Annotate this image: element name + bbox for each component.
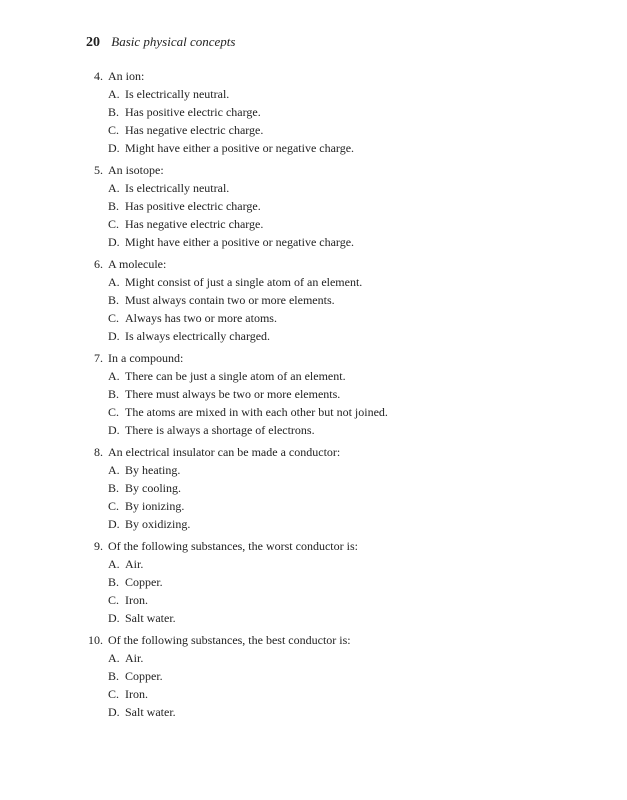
option-d bbox=[0, 327, 627, 345]
option-text: Is electrically neutral. bbox=[125, 181, 230, 195]
option-d bbox=[0, 515, 627, 533]
question-stem bbox=[0, 631, 627, 649]
option-a bbox=[0, 461, 627, 479]
option-text: Might have either a positive or negative charge. bbox=[125, 141, 355, 155]
option-b bbox=[0, 667, 627, 685]
page-header bbox=[86, 33, 235, 52]
option-text: Salt water. bbox=[125, 705, 176, 719]
option-letter: C. bbox=[108, 123, 120, 137]
option-a bbox=[0, 85, 627, 103]
option-text: Iron. bbox=[125, 687, 148, 701]
question-text: An ion: bbox=[108, 69, 145, 83]
question-stem bbox=[0, 67, 627, 85]
option-d bbox=[0, 703, 627, 721]
page-number: 20 bbox=[86, 35, 100, 50]
option-letter: D. bbox=[108, 517, 120, 531]
option-letter: A. bbox=[108, 557, 120, 571]
option-letter: D. bbox=[108, 235, 120, 249]
option-a bbox=[0, 179, 627, 197]
question-text: A molecule: bbox=[108, 257, 167, 271]
option-letter: D. bbox=[108, 141, 120, 155]
option-d bbox=[0, 609, 627, 627]
option-b bbox=[0, 103, 627, 121]
question-text: An isotope: bbox=[108, 163, 164, 177]
question-number: 7. bbox=[94, 351, 103, 365]
option-text: Is electrically neutral. bbox=[125, 87, 230, 101]
question-stem bbox=[0, 255, 627, 273]
question-list bbox=[0, 67, 627, 725]
option-letter: D. bbox=[108, 423, 120, 437]
option-letter: C. bbox=[108, 311, 120, 325]
option-text: Has negative electric charge. bbox=[125, 217, 264, 231]
question-7 bbox=[0, 349, 627, 439]
option-c bbox=[0, 309, 627, 327]
option-text: Salt water. bbox=[125, 611, 176, 625]
option-letter: A. bbox=[108, 181, 120, 195]
question-stem bbox=[0, 349, 627, 367]
option-letter: A. bbox=[108, 369, 120, 383]
option-letter: D. bbox=[108, 329, 120, 343]
option-b bbox=[0, 291, 627, 309]
option-letter: A. bbox=[108, 463, 120, 477]
option-a bbox=[0, 555, 627, 573]
option-letter: D. bbox=[108, 611, 120, 625]
option-text: By ionizing. bbox=[125, 499, 185, 513]
option-d bbox=[0, 233, 627, 251]
question-stem bbox=[0, 537, 627, 555]
option-b bbox=[0, 385, 627, 403]
option-text: Has negative electric charge. bbox=[125, 123, 264, 137]
option-d bbox=[0, 139, 627, 157]
question-text: Of the following substances, the best conductor is: bbox=[108, 633, 351, 647]
option-c bbox=[0, 403, 627, 421]
option-c bbox=[0, 685, 627, 703]
option-letter: B. bbox=[108, 293, 120, 307]
option-text: By oxidizing. bbox=[125, 517, 191, 531]
option-text: Air. bbox=[125, 557, 144, 571]
option-letter: B. bbox=[108, 105, 120, 119]
option-text: Has positive electric charge. bbox=[125, 105, 261, 119]
option-text: By heating. bbox=[125, 463, 181, 477]
option-text: Air. bbox=[125, 651, 144, 665]
question-number: 4. bbox=[94, 69, 103, 83]
question-text: An electrical insulator can be made a conductor: bbox=[108, 445, 341, 459]
option-b bbox=[0, 479, 627, 497]
option-letter: C. bbox=[108, 499, 120, 513]
question-number: 6. bbox=[94, 257, 103, 271]
option-letter: C. bbox=[108, 593, 120, 607]
option-b bbox=[0, 197, 627, 215]
option-letter: B. bbox=[108, 387, 120, 401]
option-letter: B. bbox=[108, 575, 120, 589]
option-text: Always has two or more atoms. bbox=[125, 311, 277, 325]
option-text: Copper. bbox=[125, 669, 163, 683]
option-letter: B. bbox=[108, 199, 120, 213]
option-letter: C. bbox=[108, 217, 120, 231]
question-stem bbox=[0, 443, 627, 461]
option-a bbox=[0, 649, 627, 667]
option-c bbox=[0, 497, 627, 515]
option-c bbox=[0, 121, 627, 139]
question-9 bbox=[0, 537, 627, 627]
question-text: Of the following substances, the worst conductor is: bbox=[108, 539, 358, 553]
question-4 bbox=[0, 67, 627, 157]
option-a bbox=[0, 273, 627, 291]
option-text: Copper. bbox=[125, 575, 163, 589]
option-text: There must always be two or more elements. bbox=[125, 387, 341, 401]
option-letter: B. bbox=[108, 669, 120, 683]
question-number: 9. bbox=[94, 539, 103, 553]
option-letter: D. bbox=[108, 705, 120, 719]
option-b bbox=[0, 573, 627, 591]
question-number: 5. bbox=[94, 163, 103, 177]
question-5 bbox=[0, 161, 627, 251]
question-stem bbox=[0, 161, 627, 179]
question-text: In a compound: bbox=[108, 351, 184, 365]
option-text: Must always contain two or more elements. bbox=[125, 293, 335, 307]
question-number: 10. bbox=[88, 633, 103, 647]
option-text: Might have either a positive or negative charge. bbox=[125, 235, 355, 249]
option-text: There can be just a single atom of an element. bbox=[125, 369, 346, 383]
option-c bbox=[0, 591, 627, 609]
option-text: There is always a shortage of electrons. bbox=[125, 423, 315, 437]
option-text: Iron. bbox=[125, 593, 148, 607]
option-letter: C. bbox=[108, 687, 120, 701]
question-10 bbox=[0, 631, 627, 721]
option-letter: A. bbox=[108, 651, 120, 665]
option-letter: A. bbox=[108, 275, 120, 289]
running-title: Basic physical concepts bbox=[111, 34, 236, 49]
option-text: Might consist of just a single atom of an element. bbox=[125, 275, 363, 289]
option-text: Is always electrically charged. bbox=[125, 329, 271, 343]
option-d bbox=[0, 421, 627, 439]
option-text: Has positive electric charge. bbox=[125, 199, 261, 213]
option-c bbox=[0, 215, 627, 233]
question-6 bbox=[0, 255, 627, 345]
option-letter: A. bbox=[108, 87, 120, 101]
option-letter: C. bbox=[108, 405, 120, 419]
option-text: By cooling. bbox=[125, 481, 181, 495]
question-number: 8. bbox=[94, 445, 103, 459]
option-letter: B. bbox=[108, 481, 120, 495]
option-a bbox=[0, 367, 627, 385]
option-text: The atoms are mixed in with each other but not joined. bbox=[125, 405, 388, 419]
question-8 bbox=[0, 443, 627, 533]
